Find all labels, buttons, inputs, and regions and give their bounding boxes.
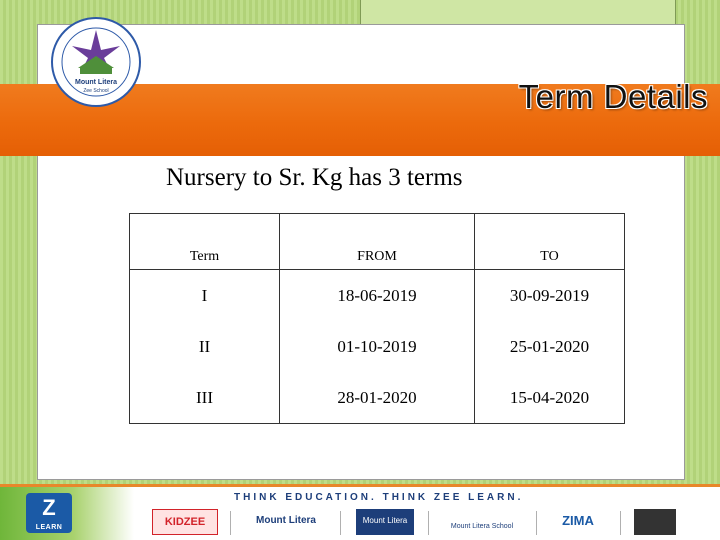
footer-tagline: THINK EDUCATION. THINK ZEE LEARN. (234, 492, 524, 503)
partner-divider (340, 511, 341, 535)
cell-to: 15-04-2020 (475, 372, 625, 424)
footer-bar (0, 484, 720, 540)
partner-logo-mount-litera-box: Mount Litera (356, 509, 414, 535)
slide-subtitle: Nursery to Sr. Kg has 3 terms (166, 164, 463, 191)
partner-logo-dark (634, 509, 676, 535)
zee-logo-text: LEARN (35, 524, 63, 531)
mount-litera-logo (50, 16, 142, 108)
cell-term: I (201, 285, 208, 305)
cell-to: 30-09-2019 (475, 270, 625, 322)
partner-logos (146, 509, 686, 537)
partner-logo-kidzee: KIDZEE (152, 509, 218, 535)
partner-divider (428, 511, 429, 535)
partner-divider (620, 511, 621, 535)
slide-title: Term Details (518, 78, 708, 115)
partner-divider (230, 511, 231, 535)
cell-from: 18-06-2019 (280, 270, 475, 322)
header-term: Term (130, 214, 280, 270)
partner-logo-mount-litera: Mount Litera (256, 515, 316, 526)
table-row (130, 321, 625, 372)
terms-table (129, 213, 625, 424)
header-to: TO (475, 214, 625, 270)
cell-term: III (196, 387, 213, 407)
logo-subname: Zee School (83, 88, 109, 94)
header-from: FROM (280, 214, 475, 270)
zee-logo-letter: Z (42, 495, 56, 520)
table-row (130, 372, 625, 424)
logo-name: Mount Litera (75, 79, 117, 86)
partner-logo-zima: ZIMA (562, 513, 594, 528)
cell-term: II (198, 336, 211, 356)
cell-to: 25-01-2020 (475, 321, 625, 372)
cell-from: 28-01-2020 (280, 372, 475, 424)
partner-logo-mount-litera-school: Mount Litera School (450, 523, 514, 530)
zee-learn-logo-area (0, 487, 134, 540)
table-row (130, 270, 625, 322)
partner-divider (536, 511, 537, 535)
cell-from: 01-10-2019 (280, 321, 475, 372)
table-header-row (130, 214, 625, 270)
zee-learn-logo (26, 493, 72, 533)
